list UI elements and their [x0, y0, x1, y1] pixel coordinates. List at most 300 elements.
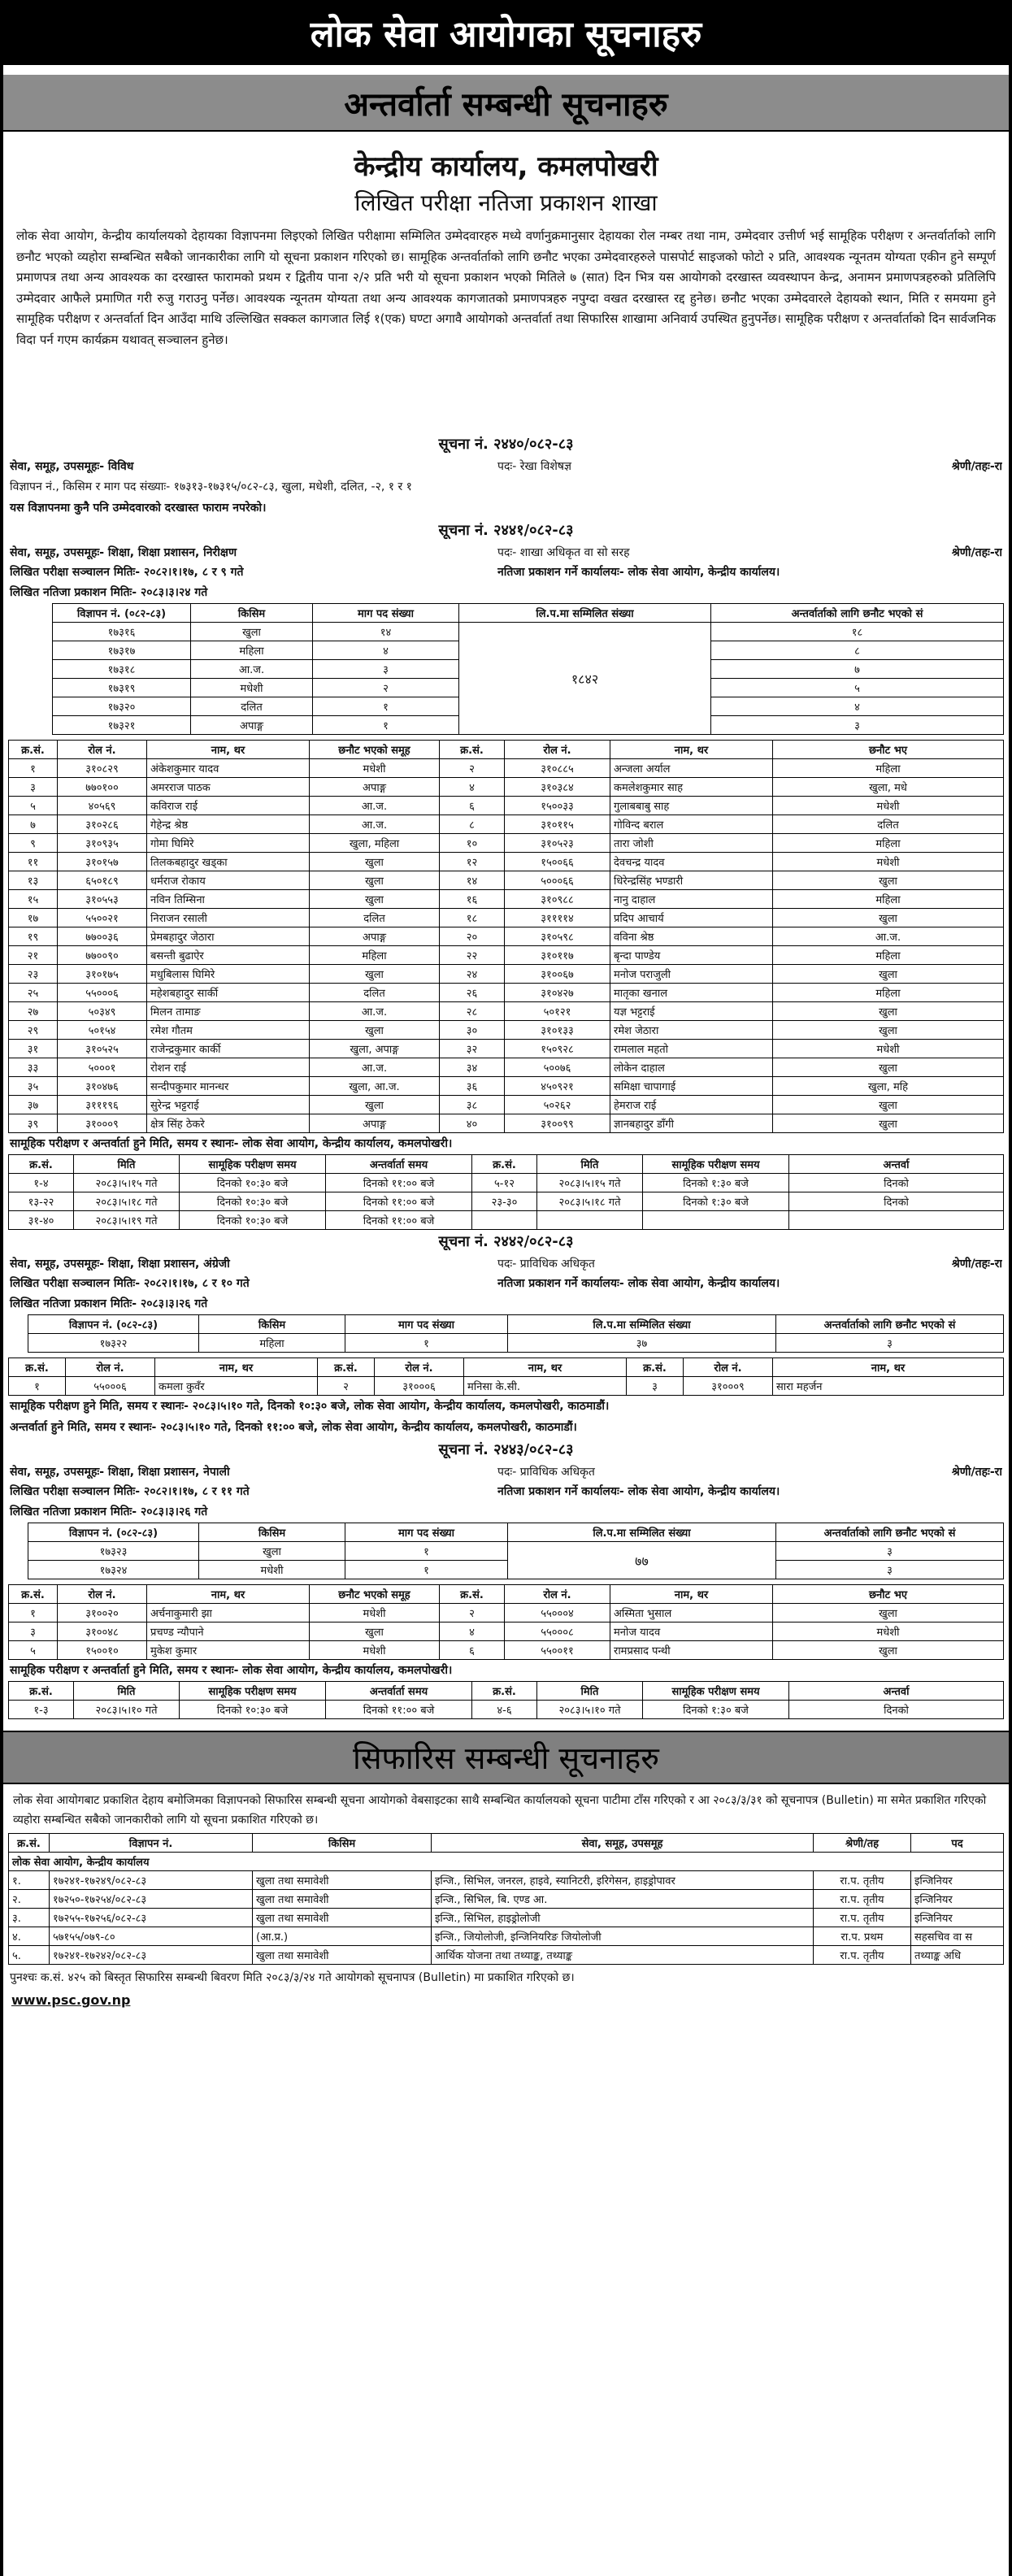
table-cell: ३१००६७: [505, 965, 610, 984]
service-group: सेवा, समूह, उपसमूहः- शिक्षा, शिक्षा प्रशासन, नेपाली: [10, 1466, 230, 1479]
table-cell: ५०१५४: [58, 1021, 147, 1040]
column-header: विज्ञापन नं. (०८२-८३): [28, 1315, 199, 1334]
table-cell: २: [440, 759, 505, 778]
table-cell: अमरराज पाठक: [147, 778, 310, 797]
table-cell: इन्जिनियर: [911, 1909, 1004, 1927]
meta-row: [3, 1254, 1009, 1274]
table-cell: १५००३३: [505, 797, 610, 815]
table-cell: खुला, महि: [773, 1077, 1004, 1096]
notice-title: सूचना नं. २४४०/०८२-८३: [438, 436, 574, 453]
website-link[interactable]: www.psc.gov.np: [11, 1992, 131, 2008]
ad-table: [28, 1523, 1004, 1579]
table-cell: ५७१५५/०७९-८०: [50, 1927, 253, 1946]
table-cell: खुला: [310, 1021, 440, 1040]
column-header: रोल नं.: [684, 1358, 773, 1377]
table-cell: दिनको १:३० बजे: [643, 1192, 789, 1211]
table-cell: दिनको १०:३० बजे: [180, 1701, 326, 1719]
table-cell: अपाङ्ग: [310, 778, 440, 797]
table-cell: ८: [711, 641, 1004, 660]
column-header: लि.प.मा सम्मिलित संख्या: [508, 1315, 776, 1334]
table-cell: २३: [9, 965, 58, 984]
meta-row: [3, 563, 1009, 582]
table-cell: खुला: [310, 1622, 440, 1641]
column-header: अन्तर्वा: [789, 1155, 1004, 1174]
table-cell: इन्जिनियर: [911, 1871, 1004, 1890]
level: श्रेणी/तहः-रा: [951, 546, 1002, 559]
office-row: [9, 1853, 1004, 1871]
table-row: [9, 1096, 1004, 1114]
table-cell: ४: [313, 641, 459, 660]
table-cell: ३०: [440, 1021, 505, 1040]
table-row: [9, 834, 1004, 853]
table-cell: ५५०००६: [58, 984, 147, 1002]
table-cell: कमला कुवँर: [155, 1377, 318, 1396]
table-cell: १५००१०: [58, 1641, 147, 1660]
table-cell: अन्जला अर्याल: [610, 759, 773, 778]
table-cell: धर्मराज रोकाय: [147, 871, 310, 890]
table-cell: मनोज यादव: [610, 1622, 773, 1641]
table-cell: महिला: [773, 890, 1004, 909]
table-cell: खुला: [773, 1114, 1004, 1133]
service-group: सेवा, समूह, उपसमूहः- विविध: [10, 460, 134, 473]
table-cell: ३१०२८६: [58, 815, 147, 834]
table-cell: १.: [9, 1871, 50, 1890]
table-cell: १: [313, 716, 459, 735]
column-header: क्र.सं.: [627, 1358, 684, 1377]
group-test-venue: सामूहिक परीक्षण हुने मिति, समय र स्थानः- २०८३।५।१० गते, दिनको १०:३० बजे, लोक सेवा आयोग, केन्द्रीय कार्यालय, कमलपोखरी, काठमाडौं।: [10, 1400, 610, 1413]
table-cell: १२: [440, 853, 505, 871]
table-cell: ४.: [9, 1927, 50, 1946]
column-header: अन्तर्वार्ताको लागि छनौट भएको सं: [776, 1523, 1004, 1542]
column-header: नाम, थर: [610, 741, 773, 759]
interview-banner: अन्तर्वार्ता सम्बन्धी सूचनाहरु: [3, 70, 1009, 132]
table-cell: लोकेन दाहाल: [610, 1058, 773, 1077]
table-cell: यज्ञ भट्टराई: [610, 1002, 773, 1021]
table-cell: गोविन्द बराल: [610, 815, 773, 834]
table-cell: ज्ञानबहादुर डाँगी: [610, 1114, 773, 1133]
table-row: [9, 815, 1004, 834]
table-cell: [537, 1211, 643, 1230]
column-header: माग पद संख्या: [313, 604, 459, 623]
table-cell: दिनको: [789, 1192, 1004, 1211]
table-cell: ३७: [508, 1334, 776, 1353]
table-cell: खुला: [773, 871, 1004, 890]
table-cell: १-३: [9, 1701, 74, 1719]
column-header: नाम, थर: [610, 1585, 773, 1604]
table-cell: गेहेन्द्र श्रेष्ठ: [147, 815, 310, 834]
table-cell: मधेशी: [191, 679, 313, 697]
meta-row: [3, 1482, 1009, 1501]
column-header: मिति: [74, 1682, 180, 1701]
table-cell: २१: [9, 946, 58, 965]
column-header: क्र.सं.: [9, 1834, 50, 1853]
table-cell: आ.ज.: [310, 1002, 440, 1021]
table-cell: दिनको १०:३० बजे: [180, 1211, 326, 1230]
table-cell: ५०१२१: [505, 1002, 610, 1021]
table-cell: नविन तिम्सिना: [147, 890, 310, 909]
table-cell: ३१००२०: [58, 1604, 147, 1622]
table-cell: ३१०८८५: [505, 759, 610, 778]
table-cell: ८: [440, 815, 505, 834]
candidate-table: [8, 1584, 1004, 1660]
table-cell: खुला: [310, 890, 440, 909]
table-cell: इन्जि., सिभिल, बि. एण्ड आ.: [432, 1890, 814, 1909]
table-cell: ३१००९९: [505, 1114, 610, 1133]
table-cell: अस्मिता भुसाल: [610, 1604, 773, 1622]
table-cell: ५००७६: [505, 1058, 610, 1077]
main-banner: लोक सेवा आयोगका सूचनाहरु: [3, 0, 1009, 65]
table-cell: २०८३।५।१० गते: [537, 1701, 643, 1719]
table-cell: गोमा घिमिरे: [147, 834, 310, 853]
table-cell: आ.ज.: [310, 797, 440, 815]
table-cell: इन्जि., सिभिल, हाइड्रोलोजी: [432, 1909, 814, 1927]
table-cell: १५: [9, 890, 58, 909]
table-cell: खुला, महिला: [310, 834, 440, 853]
table-cell: १७३१८: [53, 660, 191, 679]
table-cell: २६: [440, 984, 505, 1002]
column-header: नाम, थर: [155, 1358, 318, 1377]
table-cell: १३: [9, 871, 58, 890]
table-cell: दलित: [773, 815, 1004, 834]
table-cell: कविराज राई: [147, 797, 310, 815]
table-cell: १: [345, 1561, 508, 1579]
table-cell: दलित: [191, 697, 313, 716]
table-cell: रा.प. प्रथम: [814, 1927, 911, 1946]
table-cell: रा.प. तृतीय: [814, 1890, 911, 1909]
column-header: रोल नं.: [66, 1358, 155, 1377]
result-office: नतिजा प्रकाशन गर्ने कार्यालयः- लोक सेवा आयोग, केन्द्रीय कार्यालय।: [497, 566, 780, 579]
table-cell: मधेशी: [773, 853, 1004, 871]
table-cell: दिनको १:३० बजे: [643, 1174, 789, 1192]
table-cell: १-४: [9, 1174, 74, 1192]
table-cell: बसन्ती बुढाऐर: [147, 946, 310, 965]
table-row: [9, 1077, 1004, 1096]
table-cell: २७: [9, 1002, 58, 1021]
table-cell: ५.: [9, 1946, 50, 1965]
table-cell: मधेशी: [199, 1561, 345, 1579]
table-cell: २: [313, 679, 459, 697]
table-cell: मधेशी: [773, 797, 1004, 815]
table-cell: ५-१२: [472, 1174, 537, 1192]
table-cell: आ.ज.: [773, 927, 1004, 946]
table-cell: ३१०१३३: [505, 1021, 610, 1040]
table-cell: राजेन्द्रकुमार कार्की: [147, 1040, 310, 1058]
table-cell: ३: [627, 1377, 684, 1396]
table-cell: ३५: [9, 1077, 58, 1096]
table-cell: दिनको १०:३० बजे: [180, 1192, 326, 1211]
table-row: [9, 1946, 1004, 1965]
table-cell: ५०००६६: [505, 871, 610, 890]
table-cell: ३६: [440, 1077, 505, 1096]
table-cell: ३१०५२५: [58, 1040, 147, 1058]
table-cell: ३१००४८: [58, 1622, 147, 1641]
table-cell: रामलाल महतो: [610, 1040, 773, 1058]
table-cell: खुला: [310, 1096, 440, 1114]
candidate-table: [8, 1358, 1004, 1396]
table-row: [9, 927, 1004, 946]
table-cell: ६: [440, 797, 505, 815]
column-header: क्र.सं.: [440, 1585, 505, 1604]
table-cell: खुला, अपाङ्ग: [310, 1040, 440, 1058]
table-cell: १०: [440, 834, 505, 853]
level: श्रेणी/तहः-रा: [951, 1258, 1002, 1271]
appeared-count: १८४२: [459, 623, 711, 735]
table-cell: ३४: [440, 1058, 505, 1077]
table-cell: मनोज पराजुली: [610, 965, 773, 984]
table-cell: क्षेत्र सिंह ठेकरे: [147, 1114, 310, 1133]
service-group: सेवा, समूह, उपसमूहः- शिक्षा, शिक्षा प्रशासन, निरीक्षण: [10, 546, 237, 559]
meta-row: [3, 543, 1009, 563]
table-cell: ३१०११७: [505, 946, 610, 965]
table-cell: दिनको ११:०० बजे: [326, 1192, 472, 1211]
table-cell: मधुबिलास घिमिरे: [147, 965, 310, 984]
table-cell: २: [318, 1377, 375, 1396]
table-cell: रामप्रसाद पन्थी: [610, 1641, 773, 1660]
table-cell: खुला तथा समावेशी: [253, 1890, 432, 1909]
table-cell: १: [9, 1604, 58, 1622]
column-header: अन्तर्वार्ताको लागि छनौट भएको सं: [711, 604, 1004, 623]
schedule-table: [8, 1154, 1004, 1230]
table-cell: १४: [440, 871, 505, 890]
table-cell: मधेशी: [773, 1040, 1004, 1058]
table-cell: १७३२१: [53, 716, 191, 735]
table-cell: ४५०९२१: [505, 1077, 610, 1096]
table-cell: खुला: [310, 853, 440, 871]
result-office: नतिजा प्रकाशन गर्ने कार्यालयः- लोक सेवा आयोग, केन्द्रीय कार्यालय।: [497, 1277, 780, 1290]
recommendation-table: [8, 1833, 1004, 1965]
table-cell: ३९: [9, 1114, 58, 1133]
table-cell: १: [345, 1542, 508, 1561]
table-cell: खुला तथा समावेशी: [253, 1871, 432, 1890]
table-cell: १: [9, 1377, 66, 1396]
table-cell: आ.ज.: [310, 815, 440, 834]
table-row: [9, 853, 1004, 871]
column-header: अन्तर्वार्ता समय: [326, 1155, 472, 1174]
post: पदः- शाखा अधिकृत वा सो सरह: [497, 546, 630, 559]
table-cell: ३११११४: [505, 909, 610, 927]
table-cell: मुकेश कुमार: [147, 1641, 310, 1660]
table-cell: ३८: [440, 1096, 505, 1114]
table-cell: ३१०११५: [505, 815, 610, 834]
table-cell: खुला, मधे: [773, 778, 1004, 797]
table-cell: तिलकबहादुर खड्का: [147, 853, 310, 871]
column-header: नाम, थर: [147, 1585, 310, 1604]
column-header: क्र.सं.: [9, 741, 58, 759]
table-cell: ३२: [440, 1040, 505, 1058]
meta-row: [3, 1462, 1009, 1482]
column-header: रोल नं.: [375, 1358, 464, 1377]
table-row: [9, 1058, 1004, 1077]
column-header: अन्तर्वा: [789, 1682, 1004, 1701]
table-cell: ४०५६९: [58, 797, 147, 815]
table-header-row: [9, 1682, 1004, 1701]
table-cell: आर्थिक योजना तथा तथ्याङ्क, तथ्याङ्क: [432, 1946, 814, 1965]
office-title: केन्द्रीय कार्यालय, कमलपोखरी: [354, 150, 658, 183]
table-row: [9, 1002, 1004, 1021]
table-cell: रा.प. तृतीय: [814, 1909, 911, 1927]
table-header-row: [9, 1155, 1004, 1174]
column-header: सेवा, समूह, उपसमूह: [432, 1834, 814, 1853]
table-cell: खुला तथा समावेशी: [253, 1946, 432, 1965]
candidate-table: [8, 740, 1004, 1133]
schedule-table: [8, 1681, 1004, 1719]
result-date: लिखित नतिजा प्रकाशन मितिः- २०८३।३।२४ गते: [10, 586, 208, 599]
service-group: सेवा, समूह, उपसमूहः- शिक्षा, शिक्षा प्रशासन, अंग्रेजी: [10, 1258, 230, 1271]
table-row: [9, 1114, 1004, 1133]
ad-details: विज्ञापन नं., किसिम र माग पद संख्याः- १७३१३-१७३१५/०८२-८३, खुला, मधेशी, दलित, -२, १ र १: [10, 480, 412, 493]
footnote: पुनश्चः क.सं. ४२५ को बिस्तृत सिफारिस सम्बन्धी बिवरण मिति २०८३/३/२४ गते आयोगको सूचनापत्र (Bulletin) मा प्रकाशित गरिएको छ।: [10, 1971, 575, 1984]
table-cell: दिनको १:३० बजे: [643, 1701, 789, 1719]
table-cell: ४: [440, 778, 505, 797]
table-cell: खुला: [199, 1542, 345, 1561]
ad-table: [52, 603, 1004, 735]
table-cell: १: [345, 1334, 508, 1353]
table-cell: [643, 1211, 789, 1230]
table-cell: ३१०९३५: [58, 834, 147, 853]
table-cell: ३१०००९: [58, 1114, 147, 1133]
table-cell: मधेशी: [773, 1622, 1004, 1641]
column-header: क्र.सं.: [9, 1358, 66, 1377]
table-cell: ३१०१५७: [58, 853, 147, 871]
column-header: रोल नं.: [58, 1585, 147, 1604]
table-cell: १७२४१-१७२४२/०८२-८३: [50, 1946, 253, 1965]
table-cell: १७३२४: [28, 1561, 199, 1579]
table-cell: ४: [440, 1622, 505, 1641]
table-cell: ३१-४०: [9, 1211, 74, 1230]
table-row: [9, 890, 1004, 909]
column-header: क्र.सं.: [472, 1155, 537, 1174]
table-cell: दिनको ११:०० बजे: [326, 1211, 472, 1230]
table-row: [9, 871, 1004, 890]
result-date: लिखित नतिजा प्रकाशन मितिः- २०८३।३।२६ गते: [10, 1505, 208, 1518]
table-cell: निराजन रसाली: [147, 909, 310, 927]
table-cell: २८: [440, 1002, 505, 1021]
ad-table: [28, 1314, 1004, 1353]
venue: सामूहिक परीक्षण र अन्तर्वार्ता हुने मिति, समय र स्थानः- लोक सेवा आयोग, केन्द्रीय कार्यालय, कमलपोखरी।: [10, 1664, 453, 1677]
table-row: [28, 1334, 1004, 1353]
table-cell: ३१११९६: [58, 1096, 147, 1114]
table-cell: ५: [9, 1641, 58, 1660]
no-applicant-note: यस विज्ञापनमा कुनै पनि उम्मेदवारको दरखास्त फाराम नपरेको।: [10, 502, 267, 515]
table-cell: मधेशी: [310, 759, 440, 778]
table-cell: ७७००९०: [58, 946, 147, 965]
table-cell: (आ.प्र.): [253, 1927, 432, 1946]
table-cell: महिला: [191, 641, 313, 660]
column-header: नाम, थर: [773, 1358, 1004, 1377]
table-cell: ५: [9, 797, 58, 815]
table-cell: २०८३।५।१८ गते: [74, 1192, 180, 1211]
table-row: [9, 1909, 1004, 1927]
table-cell: सारा महर्जन: [773, 1377, 1004, 1396]
result-office: नतिजा प्रकाशन गर्ने कार्यालयः- लोक सेवा आयोग, केन्द्रीय कार्यालय।: [497, 1485, 780, 1498]
table-cell: महेशबहादुर सार्की: [147, 984, 310, 1002]
post: पदः- रेखा विशेषज्ञ: [497, 460, 571, 473]
table-cell: समिक्षा चापागाई: [610, 1077, 773, 1096]
table-cell: रमेश गौतम: [147, 1021, 310, 1040]
table-cell: ७७०१००: [58, 778, 147, 797]
table-cell: ३१०४७६: [58, 1077, 147, 1096]
notice-2441: [3, 519, 1009, 1230]
exam-date: लिखित परीक्षा सञ्चालन मितिः- २०८२।१।१७, ८ र ९ गते: [10, 566, 244, 579]
table-row: [9, 778, 1004, 797]
recommendation-intro: लोक सेवा आयोगबाट प्रकाशित देहाय बमोजिमका विज्ञापनको सिफारिस सम्बन्धी सूचना आयोगको वेबसाइटका साथै सम्बन्धित कार्यालयको सूचना पाटीमा टाँस गरिएको र आ २०८३/३/३१ को सूचनापत्र (Bulletin) मा समेत प्रकाशित गरिएको व्यहोरा सम्बन्धित सबैको जानकारीको लागि यो सूचना प्रकाशित गरिएको छ।: [13, 1794, 987, 1827]
table-cell: २३-३०: [472, 1192, 537, 1211]
table-cell: २०: [440, 927, 505, 946]
table-cell: ३१०४२७: [505, 984, 610, 1002]
table-cell: प्रेमबहादुर जेठारा: [147, 927, 310, 946]
table-cell: ५५०००४: [505, 1604, 610, 1622]
notice-title: सूचना नं. २४४२/०८२-८३: [438, 1233, 574, 1250]
column-header: छनौट भए: [773, 1585, 1004, 1604]
table-row: [9, 759, 1004, 778]
table-cell: नानु दाहाल: [610, 890, 773, 909]
table-cell: ३१०८२९: [58, 759, 147, 778]
table-cell: खुला: [773, 1021, 1004, 1040]
table-cell: बृन्दा पाण्डेय: [610, 946, 773, 965]
table-cell: २०८३।५।१५ गते: [74, 1174, 180, 1192]
table-cell: ३.: [9, 1909, 50, 1927]
table-cell: ५०००१: [58, 1058, 147, 1077]
table-cell: १७३२२: [28, 1334, 199, 1353]
column-header: माग पद संख्या: [345, 1315, 508, 1334]
intro-paragraph: लोक सेवा आयोग, केन्द्रीय कार्यालयको देहायका विज्ञापनमा लिइएको लिखित परीक्षामा सम्मिलित उम्मेदवारहरु मध्ये वर्णानुक्रमानुसार देहायका रोल नम्बर तथा नाम, उम्मेदवार उत्तीर्ण भई सामूहिक परीक्षण र अन्तर्वार्ताको लागि छनौट भएको व्यहोरा सम्बन्धित सबैको जानकारीका लागि यो सूचना प्रकाशन गरिएको छ। सामूहिक अन्तर्वार्ताको लागि छनौट भएका उम्मेदवारहरुले पासपोर्ट साइजको फोटो २ प्रति, आवश्यक न्यूनतम योग्यता एकीन हुने सम्पूर्ण प्रमाणपत्र तथा अन्य आवश्यक का दरखास्त फारामको प्रथम र द्वितीय पाना २/२ प्रति भरी यो सूचना प्रकाशन भएको मितिले ७ (सात) दिन भित्र यस आयोगको दरखास्त व्यवस्थापन केन्द्र, अनामन प्रमाणपत्रहरुको प्रतिलिपि उम्मेदवार आफैले प्रमाणित गरी रुजु गराउनु पर्नेछ। आवश्यक न्यूनतम योग्यता तथा अन्य आवश्यक कागजातको प्रमाणपत्रहरु नपुग्दा वखत दरखास्त रद्द हुनेछ। छनौट भएका उम्मेदवारले देहायको स्थान, मिति र समयमा हुने सामूहिक परीक्षण र अन्तर्वार्ता दिन आउँदा माथि उल्लिखित सक्कल कागजात लिई १(एक) घण्टा अगावै आयोगको अन्तर्वार्ता तथा सिफारिस शाखामा अनिवार्य उपस्थित हुनुपर्नेछ। सामूहिक परीक्षण र अन्तर्वार्ताको दिन सार्वजनिक विदा पर्न गएम कार्यक्रम यथावत् सञ्चालन हुनेछ।: [16, 228, 996, 347]
table-cell: गुलाबबाबु साह: [610, 797, 773, 815]
table-row: [9, 1211, 1004, 1230]
table-cell: रा.प. तृतीय: [814, 1946, 911, 1965]
table-cell: १५००६६: [505, 853, 610, 871]
appeared-count: ७७: [508, 1542, 776, 1579]
table-cell: १९: [9, 927, 58, 946]
column-header: पद: [911, 1834, 1004, 1853]
table-cell: वविना श्रेष्ठ: [610, 927, 773, 946]
table-cell: मधेशी: [310, 1604, 440, 1622]
table-row: [9, 1701, 1004, 1719]
notice-title: सूचना नं. २४४३/०८२-८३: [438, 1441, 574, 1458]
table-cell: खुला: [773, 1604, 1004, 1622]
table-cell: १७३२०: [53, 697, 191, 716]
table-cell: ३: [776, 1561, 1004, 1579]
table-cell: रोशन राई: [147, 1058, 310, 1077]
table-cell: २२: [440, 946, 505, 965]
table-cell: आ.ज.: [310, 1058, 440, 1077]
table-cell: प्रचण्ड न्यौपाने: [147, 1622, 310, 1641]
column-header: छनौट भएको समूह: [310, 1585, 440, 1604]
table-cell: २०८३।५।१० गते: [74, 1701, 180, 1719]
table-cell: अपाङ्ग: [191, 716, 313, 735]
table-cell: ३१०००९: [684, 1377, 773, 1396]
table-cell: ३१०००६: [375, 1377, 464, 1396]
table-cell: प्रदिप आचार्य: [610, 909, 773, 927]
exam-date: लिखित परीक्षा सञ्चालन मितिः- २०८२।१।१७, ८ र १० गते: [10, 1277, 250, 1290]
meta-row: [3, 1274, 1009, 1293]
column-header: क्र.सं.: [472, 1682, 537, 1701]
table-row: [53, 623, 1004, 641]
table-cell: ३१०९८८: [505, 890, 610, 909]
table-cell: ११: [9, 853, 58, 871]
table-cell: हेमराज राई: [610, 1096, 773, 1114]
table-header-row: [9, 741, 1004, 759]
table-cell: दिनको: [789, 1174, 1004, 1192]
column-header: मिति: [537, 1682, 643, 1701]
column-header: विज्ञापन नं.: [50, 1834, 253, 1853]
table-row: [9, 1890, 1004, 1909]
table-cell: ३१०५५३: [58, 890, 147, 909]
table-row: [9, 1604, 1004, 1622]
table-cell: २९: [9, 1021, 58, 1040]
table-header-row: [9, 1834, 1004, 1853]
column-header: क्र.सं.: [9, 1155, 74, 1174]
table-cell: महिला: [773, 834, 1004, 853]
